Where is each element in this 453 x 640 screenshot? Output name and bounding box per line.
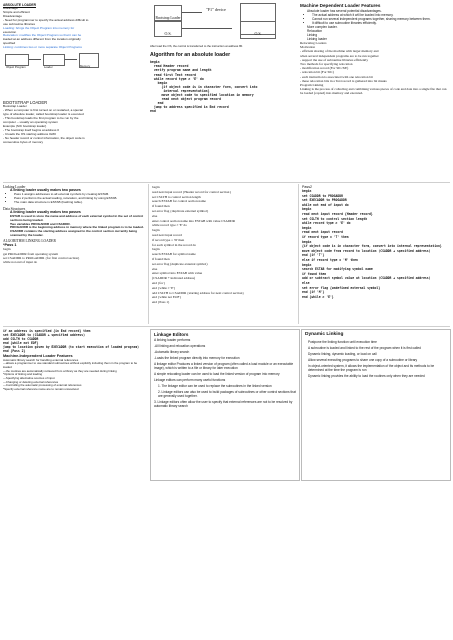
text-line: read next input record bbox=[152, 232, 182, 237]
pass1-lines bbox=[3, 247, 146, 264]
dynamic-linking-title: Dynamic Linking bbox=[305, 332, 344, 337]
text-line: 1. The linkage editor can be used to replace the subroutines in the linked version bbox=[158, 384, 272, 389]
text-line: • PROGADDR is the beginning address in memory where the linked program is to be loaded. bbox=[10, 226, 146, 230]
section-divider bbox=[3, 182, 450, 183]
text-line: A simple relocating loader can be used to load the linked version of program into memory bbox=[154, 372, 280, 377]
text-line: begin bbox=[302, 225, 312, 230]
text-line: execution bbox=[3, 29, 17, 34]
bootstrap-diagram-section bbox=[150, 3, 298, 183]
text-line: *Specify external reference name are to remain unresolved bbox=[3, 387, 79, 392]
text-line: -Loads the linked program directly into memory for execution bbox=[154, 356, 240, 361]
bootstrap-loader-box: Bootstrap Loader bbox=[154, 5, 182, 21]
text-line: - these relocation bits in a Text record is gathered into bit masks bbox=[300, 78, 387, 83]
machine-dependent-section bbox=[300, 3, 450, 183]
text-line: set error flag (duplicate external symbol) bbox=[152, 261, 208, 266]
text-line: while record type ≠ 'E' do bbox=[150, 76, 204, 81]
text-line: begin bbox=[302, 239, 312, 244]
text-line: - each instruction is associated with one relocation bit bbox=[300, 74, 373, 79]
text-line: set CSLTH to control section length bbox=[152, 194, 201, 199]
pass1-title: *Pass 1 bbox=[3, 243, 17, 248]
text-line: read first Text record bbox=[150, 72, 197, 77]
relocating-loader-lines bbox=[300, 41, 450, 96]
text-line: - efficient sharing of the machine with larger memory and bbox=[300, 49, 379, 54]
text-line: type of absolute loader, called bootstrap loader is executed bbox=[3, 112, 84, 117]
text-line: Postpone the linking function until execution time bbox=[308, 340, 377, 344]
data-structures-bullets bbox=[3, 211, 146, 238]
text-line: Bootstrap Loader bbox=[3, 104, 27, 109]
text-line: Motivation bbox=[300, 45, 316, 50]
text-line: else bbox=[152, 213, 158, 218]
text-line: • It difficult to use subroutine libraries efficiently. bbox=[312, 21, 450, 25]
text-line: begin bbox=[302, 207, 312, 212]
text-line: Disadvantage bbox=[3, 13, 22, 18]
text-line: end {for} bbox=[152, 280, 165, 285]
absolute-loader-lines bbox=[3, 7, 145, 50]
text-line: add CSLTH to CSADDR {starting address for next control section} bbox=[152, 290, 244, 295]
text-line: set EXECADDR to (CSADDR + specified address) bbox=[3, 333, 85, 337]
text-line: loaded at an address different from the location originally bbox=[3, 37, 81, 42]
text-line: get PROGADDR from operating system bbox=[3, 251, 58, 256]
text-line: - The bootstrap itself begins at address 0 bbox=[3, 127, 60, 132]
linkage-editors-items bbox=[154, 344, 296, 408]
text-line: consecutive bytes of memory bbox=[3, 139, 44, 144]
text-line: A subroutine is loaded and linked to the rest of the program when it is first called bbox=[308, 346, 421, 350]
text-line: if found then bbox=[152, 256, 170, 261]
text-line: begin bbox=[150, 60, 160, 65]
text-line: • A linking loader usually makes two passes bbox=[10, 211, 146, 215]
text-line: - relocation bit (For SIC) bbox=[300, 70, 334, 75]
text-line: 2. Linkage editors can also be used to build packages of subroutines or other control sections that are generally used together. bbox=[158, 390, 296, 399]
bootstrap-lines bbox=[3, 105, 145, 144]
text-line: • Linking loader bbox=[307, 37, 450, 41]
text-line: -All linking and relocation operations bbox=[154, 344, 206, 349]
text-line: begin bbox=[302, 262, 312, 267]
text-line: Relocating Loaders bbox=[300, 41, 327, 45]
text-line: • Pass 1 assigns addresses to all external symbols by creating ESTAB. bbox=[14, 193, 146, 197]
machine-independent-items bbox=[3, 362, 146, 392]
text-line: search ESTAB for symbol name bbox=[152, 252, 196, 257]
machine-independent-title: Machine-Independent Loader Features bbox=[3, 354, 73, 358]
text-line: • Cannot run several independent programs together, sharing memory between them. bbox=[312, 17, 450, 21]
text-line: Relocation: modifies the Object Program so that it can be bbox=[3, 33, 82, 38]
text-line: end {while not EOF} bbox=[152, 295, 181, 300]
linkage-editors-intro: A linking loader performs bbox=[154, 338, 191, 342]
os-box-left: O.S. bbox=[154, 21, 182, 37]
text-line: enter control section name into ESTAB with value CSADDR bbox=[152, 218, 235, 223]
text-line: computer -- usually an operating system bbox=[3, 120, 59, 125]
os-box-right: O.S. bbox=[240, 21, 276, 35]
text-line: In object-oriented system, it allows the implementation of the object and its methods to be determined at the time the program is run bbox=[308, 364, 435, 372]
text-line: end bbox=[150, 101, 164, 106]
bootstrap-section bbox=[3, 100, 145, 160]
text-line: use subroutine libraries bbox=[3, 21, 35, 26]
text-line: read next input record {Header record} bbox=[302, 212, 373, 217]
memory-box: Memory bbox=[79, 53, 99, 68]
diagram-arrow bbox=[182, 28, 232, 29]
text-line: begin bbox=[3, 247, 11, 252]
diagram-caption: After load the OS, the control is transferred to the instruction at address 80. bbox=[150, 44, 243, 48]
text-line: end bbox=[150, 109, 156, 114]
text-line: • Two variables PROGADDR and CSADDR. bbox=[10, 223, 146, 227]
absolute-loader-diagram bbox=[3, 52, 145, 68]
text-line: Advantage bbox=[3, 6, 18, 11]
section-divider bbox=[3, 326, 450, 327]
text-line: Simple and efficient bbox=[3, 10, 30, 14]
text-line: Loading: brings the Object Program into memory for bbox=[3, 25, 75, 30]
text-line: end {Pass 1} bbox=[152, 300, 170, 305]
pass2-section bbox=[302, 185, 450, 325]
text-line: if record type = 'D' then bbox=[152, 237, 185, 242]
text-line: —Specifying alternative sources of input bbox=[3, 376, 55, 380]
text-line: end {if 'M'} bbox=[302, 290, 325, 295]
absolute-algorithm-title: Algorithm for an absolute loader bbox=[150, 52, 231, 59]
text-line: end {while ≠ 'E'} bbox=[302, 294, 334, 299]
text-line: else bbox=[302, 280, 310, 285]
text-line: read next input record bbox=[302, 230, 343, 235]
text-line: specified bbox=[3, 41, 16, 46]
bootstrap-title: BOOTSTRAP LOADER bbox=[3, 100, 48, 105]
text-line: when several independent programs are to be run together bbox=[300, 53, 379, 58]
machine-dependent-bullets bbox=[300, 9, 450, 41]
text-line: begin bbox=[152, 247, 160, 252]
text-line: • Absolute loader has several potential disadvantages. bbox=[307, 9, 450, 13]
loader-box: Loader bbox=[43, 54, 65, 66]
column-divider bbox=[298, 184, 299, 324]
text-line: Linking: combines two or more separate Object Programs bbox=[3, 45, 82, 50]
absolute-loader-section bbox=[3, 3, 145, 97]
text-line: if found then bbox=[152, 204, 170, 209]
text-line: enter symbol into ESTAB with value bbox=[152, 271, 203, 276]
object-program-box: Object Program bbox=[5, 54, 29, 66]
text-line: set error flag {duplicate external symbol} bbox=[152, 208, 209, 213]
linkage-editors-title: Linkage Editors bbox=[154, 332, 189, 337]
linking-loader-bullets bbox=[3, 189, 146, 205]
text-line: add or subtract symbol value at location (CSADDR + specified address) bbox=[302, 276, 431, 281]
text-line: end {if 'T'} bbox=[302, 253, 325, 258]
absolute-algorithm-code bbox=[150, 60, 298, 113]
text-line: else if record type = 'M' then bbox=[302, 258, 358, 262]
text-line: • More complex loader. bbox=[307, 25, 450, 29]
text-line: for each symbol in the record do bbox=[152, 242, 197, 247]
text-line: read next input record {Header record for control section} bbox=[152, 189, 231, 194]
text-line: • Pass 2 performs the actual loading, relocation, and linking by using ESTAB. bbox=[14, 197, 146, 201]
text-line: if an address is specified {in End record} then bbox=[3, 329, 91, 333]
text-line: read Header record bbox=[150, 64, 189, 69]
pass2-end-lines bbox=[3, 329, 146, 353]
text-line: Dynamic linking provides the ability to load the routines only when they are needed bbox=[308, 374, 425, 378]
text-line: - It loads the OS starting address 0x80 bbox=[3, 131, 56, 136]
text-line: search ESTAB for modifying symbol name bbox=[302, 267, 373, 272]
text-line: while record type ≠ 'E' do bbox=[152, 223, 187, 228]
text-line: —Changing or deleting external references bbox=[3, 379, 59, 384]
text-line: -Automatic library search bbox=[154, 350, 190, 355]
pass2-lines bbox=[302, 189, 450, 299]
machine-dependent-title: Machine Dependent Loader Features bbox=[300, 3, 381, 8]
linking-loader-section bbox=[3, 185, 146, 325]
dynamic-linking-card bbox=[301, 329, 451, 481]
text-line: set error flag {undefined external symbol} bbox=[302, 285, 381, 290]
text-line: Linkage editors can perform many useful functions bbox=[154, 378, 226, 383]
text-line: read next object program record bbox=[150, 97, 222, 102]
text-line: set CSADDR to PROGADDR {for first control section} bbox=[3, 255, 80, 260]
text-line: search ESTAB for control section name bbox=[152, 199, 206, 204]
text-line: - This bootstrap loads the first program to be run by the bbox=[3, 116, 79, 121]
text-line: • A linking loader usually makes two passes bbox=[10, 189, 146, 193]
text-line: add CSLTH to CSADDR bbox=[3, 337, 39, 341]
absolute-loader-title: ABSOLUTE LOADER bbox=[3, 3, 36, 7]
text-line: end {Pass 2} bbox=[3, 349, 26, 353]
text-line: - When a computer is first turned on or restarted, a special bbox=[3, 108, 83, 113]
library-search-subtitle: Automatic library search for handling external references bbox=[3, 358, 79, 363]
pass1-continued-section bbox=[152, 185, 296, 325]
text-line: Linking is the process of collecting and combining various pieces of code and data into a single file that can be loaded (copied) into memory and executed. bbox=[300, 87, 447, 96]
text-line: —allows a programmer to use standard subroutines without explicitly including them in the program to be loaded bbox=[3, 361, 138, 369]
text-line: (CSADDR + indicated address) bbox=[152, 276, 196, 281]
text-line: 3. Linkage editors often allow the user to specify that external references are not to be resolved by automatic library search bbox=[154, 400, 293, 409]
text-line: if record type = 'T' then bbox=[302, 235, 349, 240]
text-line: • ESTAB is used to store the name and address of each external symbol in the set of control sections being loaded. bbox=[10, 215, 146, 223]
text-line: jump to location given by EXECADDR (to start execution of loaded program) bbox=[3, 345, 139, 349]
text-line: verify program name and length bbox=[150, 68, 212, 73]
text-line: • Linking bbox=[307, 33, 450, 37]
text-line: • Relocation bbox=[307, 29, 450, 33]
text-line: • The main data structure is ESTAB (hashing table). bbox=[14, 201, 146, 205]
text-line: set CSLTH to control section length bbox=[302, 216, 368, 221]
text-line: while not end of input do bbox=[3, 259, 38, 264]
text-line: • CSADDR contains the starting address assigned to the control section currently being scanned by the loader. bbox=[10, 230, 146, 238]
text-line: - support the use of subroutine libraries efficiently bbox=[300, 57, 369, 62]
linking-loader-header: Linking Loader bbox=[3, 185, 26, 189]
text-line: Example (SIC bootstrap loader) bbox=[3, 123, 47, 128]
text-line: Program Linking bbox=[300, 83, 324, 88]
text-line: move object code from record to location (CSADDR + specified address) bbox=[302, 248, 431, 253]
text-line: end {while ≠ 'E'} bbox=[152, 285, 176, 290]
linkage-editors-card bbox=[150, 329, 300, 481]
pass1-continued-lines bbox=[152, 185, 296, 305]
bootstrap-diagram bbox=[150, 3, 298, 45]
text-line: {if object code is in character form, convert into bbox=[150, 84, 258, 89]
diagram-arrow bbox=[182, 12, 202, 13]
text-line: internal representation} bbox=[150, 88, 210, 93]
dynamic-linking-items bbox=[305, 340, 447, 378]
text-line: set EXECADDR to PROGADDR bbox=[302, 198, 347, 203]
text-line: —the routines are automatically retrieved from a library as they are needed during linking bbox=[3, 368, 117, 373]
text-line: jump to address specified in End record bbox=[150, 105, 229, 110]
pass2-title: Pass2 bbox=[302, 185, 312, 189]
linking-algorithm-title: ALGORITHM LINKING LOADER bbox=[3, 239, 56, 244]
text-line: - modification record (For SIC/XE) bbox=[300, 66, 349, 71]
text-line: end {while not EOF} bbox=[3, 341, 39, 345]
text-line: begin bbox=[150, 80, 168, 85]
diagram-arrow bbox=[29, 59, 41, 60]
text-line: - Need for programmer to specify the actual address difficult to bbox=[3, 17, 89, 22]
machine-independent-section bbox=[3, 329, 146, 479]
text-line: Two methods for specifying relocation bbox=[300, 62, 353, 67]
text-line: move object code to specified location in memory bbox=[150, 93, 254, 98]
text-line: while record type ≠ 'E' do bbox=[302, 221, 351, 226]
column-divider bbox=[148, 184, 149, 324]
diagram-arrow bbox=[65, 59, 77, 60]
text-line: begin bbox=[152, 228, 160, 233]
text-line: begin bbox=[152, 185, 160, 189]
text-line: Dynamic linking, dynamic loading, or load on call bbox=[308, 352, 377, 356]
text-line: {if object code is in character form, convert into internal representation} bbox=[302, 244, 442, 249]
text-line: begin bbox=[302, 189, 312, 194]
text-line: else bbox=[152, 266, 158, 271]
text-line: - No header record or control information, the object code is bbox=[3, 135, 85, 140]
text-line: Allow several executing programs to share one copy of a subroutine or library bbox=[308, 358, 418, 362]
text-line: • The actual address at which it will be loaded into memory. bbox=[312, 13, 450, 17]
text-line: A linkage editor Produces a linked version of program (often called a load module or an executable image), which is written to a file or library for later execution bbox=[154, 362, 294, 371]
text-line: set CSADDR to PROGADDR bbox=[302, 193, 343, 198]
data-structures-header: Data Structures bbox=[3, 206, 26, 211]
f1-device-label: "F1" device bbox=[206, 7, 226, 12]
text-line: *Options of linking and loading bbox=[3, 372, 43, 377]
text-line: if found then bbox=[302, 271, 327, 276]
text-line: —Controlling the automatic processing of external references bbox=[3, 383, 82, 388]
text-line: while not end of input do bbox=[302, 202, 349, 207]
